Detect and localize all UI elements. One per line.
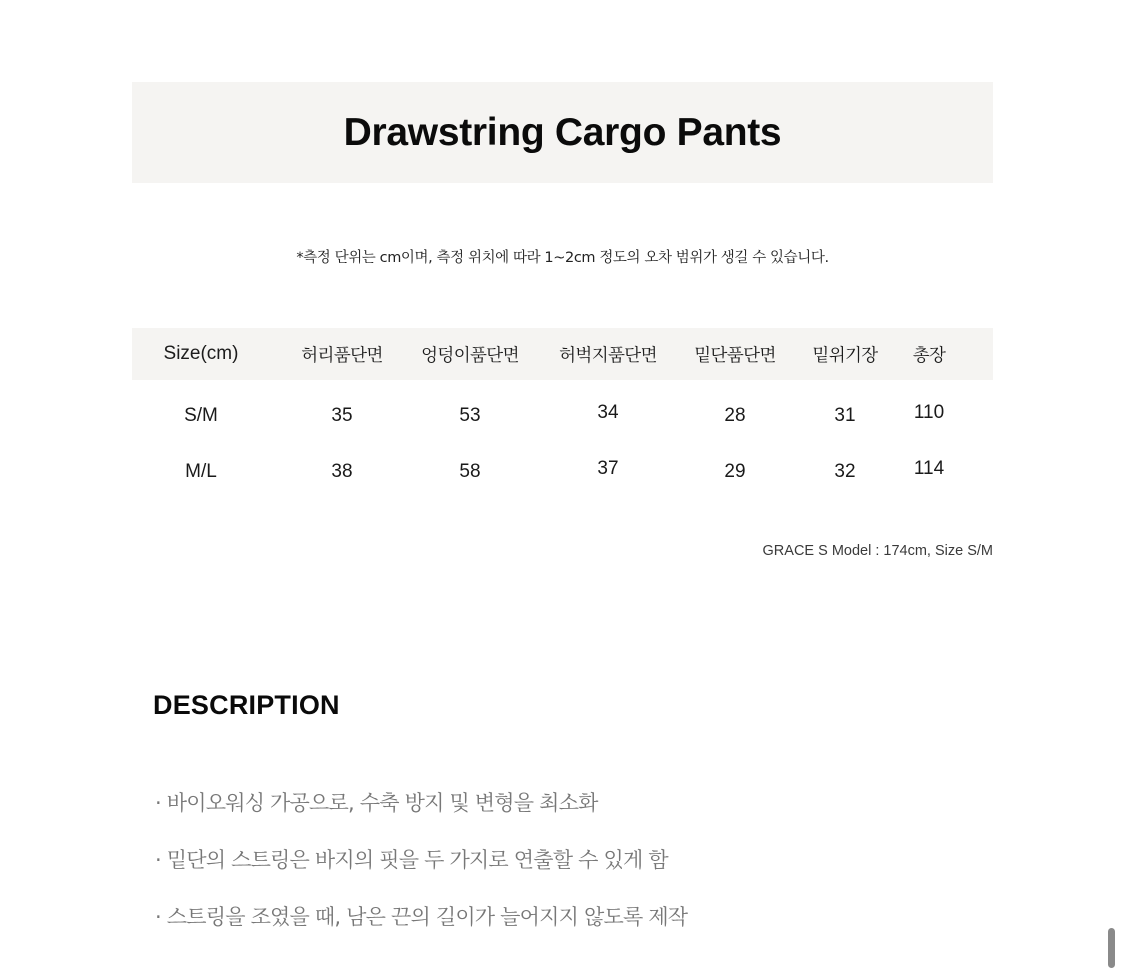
row-waist: 35: [331, 405, 353, 426]
table-row: [132, 388, 993, 444]
row-thigh: 37: [597, 458, 619, 479]
header-hip: 엉덩이품단면: [421, 345, 519, 366]
header-size: Size(cm): [163, 343, 239, 364]
row-size: M/L: [185, 461, 217, 482]
row-hip: 58: [459, 461, 481, 482]
description-item: · 바이오워싱 가공으로, 수축 방지 및 변형을 최소화: [155, 791, 598, 815]
table-row: [132, 444, 993, 500]
header-waist: 허리품단면: [301, 345, 383, 366]
model-note: GRACE S Model : 174cm, Size S/M: [762, 543, 993, 559]
description-item: · 스트링을 조였을 때, 남은 끈의 길이가 늘어지지 않도록 제작: [155, 905, 688, 929]
row-waist: 38: [331, 461, 353, 482]
scrollbar-thumb[interactable]: [1108, 928, 1115, 968]
size-table: [132, 328, 993, 500]
description-list: [155, 785, 687, 956]
row-hip: 53: [459, 405, 481, 426]
header-rise: 밑위기장: [812, 345, 878, 366]
row-size: S/M: [184, 405, 218, 426]
description-item: · 밑단의 스트링은 바지의 핏을 두 가지로 연출할 수 있게 함: [155, 848, 668, 872]
row-thigh: 34: [597, 402, 619, 423]
row-total-length: 110: [913, 402, 945, 423]
description-heading: DESCRIPTION: [153, 690, 340, 720]
header-thigh: 허벅지품단면: [559, 345, 657, 366]
product-title: Drawstring Cargo Pants: [343, 110, 782, 154]
measurement-note: *측정 단위는 cm이며, 측정 위치에 따라 1~2cm 정도의 오차 범위가 생길 수 있습니다.: [296, 250, 829, 266]
row-rise: 31: [834, 405, 856, 426]
row-total-length: 114: [913, 458, 945, 479]
title-banner: [132, 82, 993, 183]
row-hem: 29: [724, 461, 746, 482]
size-table-header: [132, 328, 993, 380]
header-hem: 밑단품단면: [694, 345, 776, 366]
row-hem: 28: [724, 405, 746, 426]
row-rise: 32: [834, 461, 856, 482]
header-total-length: 총장: [912, 345, 946, 366]
